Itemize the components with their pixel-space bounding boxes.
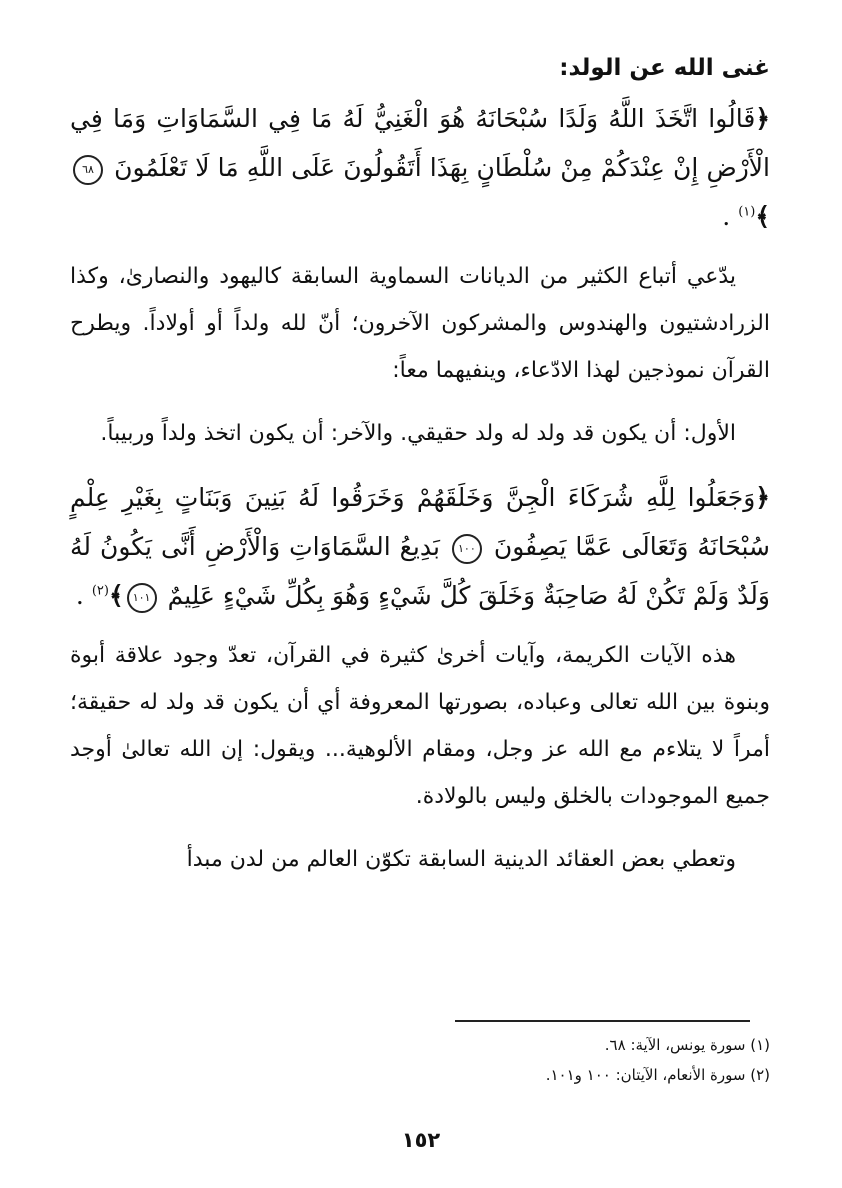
verse-close-bracket: ﴾ — [755, 202, 770, 231]
verse-open-bracket: ﴿ — [755, 483, 770, 512]
page-number: ١٥٢ — [401, 1128, 441, 1152]
paragraph-1: يدّعي أتباع الكثير من الديانات السماوية السابقة كاليهود والنصارىٰ، وكذا الزرادشتيون والهندوس والمشركون الآخرون؛ أنّ لله ولداً أو أولاداً. ويطرح القرآن نموذجين لهذا الادّعاء، وينفيهما معاً: — [70, 264, 770, 383]
ayah-number-marker: ٦٨ — [73, 155, 103, 185]
footnote-2: (٢) سورة الأنعام، الآيتان: ١٠٠ و١٠١. — [545, 1066, 770, 1084]
section-heading: غنى الله عن الولد: — [559, 55, 770, 81]
verse-text: قَالُوا اتَّخَذَ اللَّهُ وَلَدًا سُبْحَانَهُ هُوَ الْغَنِيُّ لَهُ مَا فِي السَّمَاوَاتِ وَمَا فِي الْأَرْضِ إِنْ عِنْدَكُمْ مِنْ سُلْطَانٍ بِهَذَا أَتَقُولُونَ عَلَى اللَّهِ مَا لَا تَعْلَمُونَ — [70, 104, 770, 182]
paragraph-2: الأول: أن يكون قد ولد له ولد حقيقي. والآخر: أن يكون اتخذ ولداً وربيباً. — [100, 421, 736, 446]
verse-text-a: وَجَعَلُوا لِلَّهِ شُرَكَاءَ الْجِنَّ وَخَلَقَهُمْ وَخَرَقُوا لَهُ بَنِينَ وَبَنَاتٍ بِغَيْرِ عِلْمٍ سُبْحَانَهُ وَتَعَالَى عَمَّا يَصِفُونَ — [70, 483, 770, 561]
ayah-number-marker: ١٠٠ — [452, 534, 482, 564]
verse-end-period: . — [722, 202, 731, 231]
page-body — [70, 48, 770, 899]
footnote-divider — [455, 1020, 750, 1022]
verse-text-b: بَدِيعُ السَّمَاوَاتِ وَالْأَرْضِ أَنَّى يَكُونُ لَهُ وَلَدٌ وَلَمْ تَكُنْ لَهُ صَاحِبَةٌ وَخَلَقَ كُلَّ شَيْءٍ وَهُوَ بِكُلِّ شَيْءٍ عَلِيمٌ — [70, 532, 770, 610]
verse-end-period: . — [75, 581, 84, 610]
quran-verse-yunus-68 — [70, 94, 770, 241]
paragraph-3: هذه الآيات الكريمة، وآيات أخرىٰ كثيرة في القرآن، تعدّ وجود علاقة أبوة وبنوة بين الله تعالى وعباده، بصورتها المعروفة أي أن يكون قد ولد له حقيقة؛ أمراً لا يتلاءم مع الله عز وجل، ومقام الألوهية... ويقول: إن الله تعالىٰ أوجد جميع الموجودات بالخلق وليس بالولادة. — [70, 643, 770, 809]
verse-close-bracket: ﴾ — [108, 581, 124, 610]
paragraph-4: وتعطي بعض العقائد الدينية السابقة تكوّن العالم من لدن مبدأ — [186, 847, 736, 872]
footnote-1: (١) سورة يونس، الآية: ٦٨. — [604, 1036, 770, 1054]
verse-open-bracket: ﴿ — [755, 104, 770, 133]
ayah-number-marker: ١٠١ — [127, 583, 157, 613]
quran-verse-anam-100-101 — [70, 473, 770, 620]
footnotes — [420, 1030, 770, 1090]
footnote-reference-2[interactable]: (٢) — [91, 583, 109, 599]
footnote-reference-1[interactable]: (١) — [738, 204, 756, 220]
